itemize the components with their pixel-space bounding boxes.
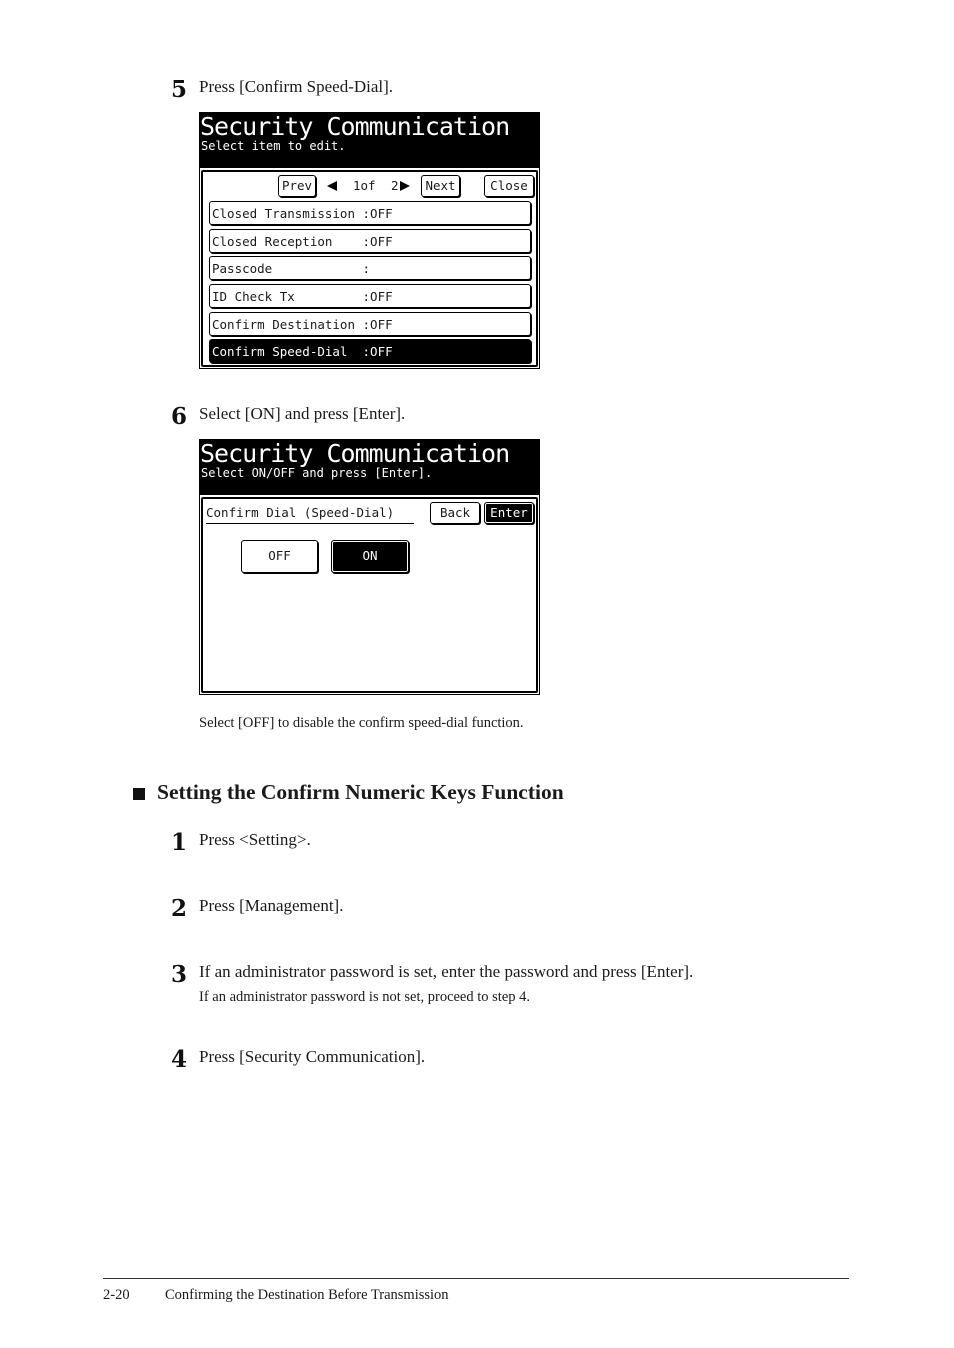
screen-header — [200, 440, 539, 495]
step-3-number: 3 — [171, 961, 188, 988]
setting-row-id-check-tx[interactable]: ID Check Tx :OFF — [209, 284, 531, 308]
screen-subtitle: Select item to edit. — [201, 139, 346, 153]
step-4-number: 4 — [171, 1046, 188, 1073]
security-communication-screen-onoff — [199, 439, 540, 695]
setting-row-closed-transmission[interactable]: Closed Transmission :OFF — [209, 201, 531, 225]
back-button[interactable]: Back — [430, 502, 480, 524]
section-bullet-icon — [133, 788, 145, 800]
step-3-instruction: If an administrator password is set, enter the password and press [Enter]. — [199, 962, 694, 981]
step-6-instruction: Select [ON] and press [Enter]. — [199, 404, 406, 423]
footer-page-number: 2-20 — [103, 1287, 130, 1303]
arrow-right-icon — [400, 181, 410, 191]
arrow-left-icon — [327, 181, 337, 191]
screen-title: Security Communication — [200, 112, 510, 141]
setting-row-confirm-destination[interactable]: Confirm Destination :OFF — [209, 312, 531, 336]
setting-row-passcode[interactable]: Passcode : — [209, 256, 531, 280]
screen-title: Security Communication — [200, 439, 510, 468]
section-heading: Setting the Confirm Numeric Keys Function — [157, 780, 564, 804]
close-button[interactable]: Close — [484, 175, 534, 197]
step-1-instruction: Press <Setting>. — [199, 830, 311, 849]
step-2-instruction: Press [Management]. — [199, 896, 344, 915]
off-option-button[interactable]: OFF — [241, 540, 318, 573]
item-list-panel — [201, 170, 538, 367]
step-1-number: 1 — [171, 829, 188, 856]
prev-button[interactable]: Prev — [278, 175, 316, 197]
screen-subtitle: Select ON/OFF and press [Enter]. — [201, 466, 433, 480]
footer-rule — [103, 1278, 849, 1279]
field-label: Confirm Dial (Speed-Dial) — [206, 505, 395, 520]
page-current: 1of — [353, 178, 376, 193]
security-communication-screen-list — [199, 112, 540, 369]
step-5-instruction: Press [Confirm Speed-Dial]. — [199, 77, 394, 96]
setting-row-confirm-speed-dial[interactable]: Confirm Speed-Dial :OFF — [209, 339, 531, 363]
page-total: 2 — [391, 178, 399, 193]
step-2-number: 2 — [171, 895, 188, 922]
step-4-instruction: Press [Security Communication]. — [199, 1047, 426, 1066]
next-button[interactable]: Next — [421, 175, 460, 197]
field-underline — [206, 523, 414, 524]
enter-button[interactable]: Enter — [484, 502, 534, 524]
setting-row-closed-reception[interactable]: Closed Reception :OFF — [209, 229, 531, 253]
footer-chapter-title: Confirming the Destination Before Transmission — [165, 1287, 449, 1303]
screen-header — [200, 113, 539, 168]
onoff-panel — [201, 497, 538, 693]
step-3-note: If an administrator password is not set, proceed to step 4. — [199, 989, 531, 1005]
step-5-number: 5 — [171, 76, 188, 103]
step-6-note: Select [OFF] to disable the confirm speed-dial function. — [199, 715, 524, 731]
on-option-button[interactable]: ON — [331, 540, 409, 573]
step-6-number: 6 — [171, 403, 188, 430]
